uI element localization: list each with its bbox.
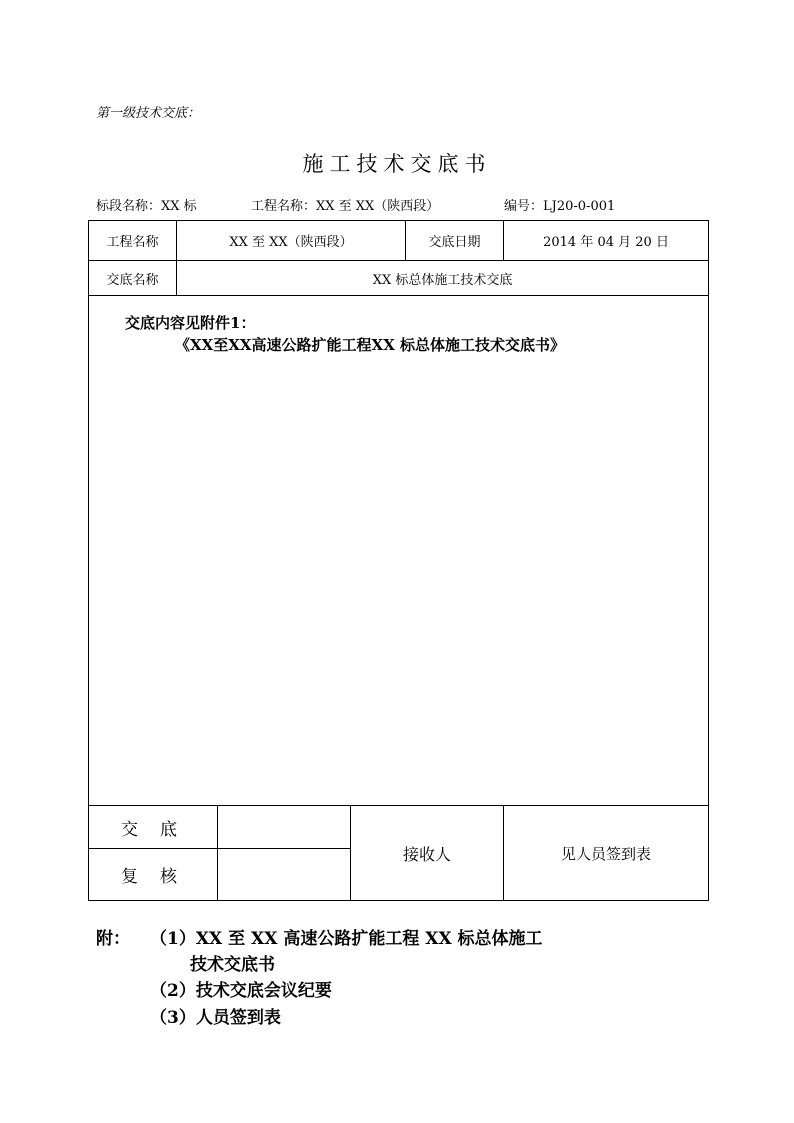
form-row-content [89,296,709,806]
project-name-label: 工程名称 [89,221,177,261]
sign-disclose-field[interactable] [218,806,351,849]
attachment-item-2: （2）技术交底会议纪要 [150,981,332,1001]
attachment-item-1: （1）XX 至 XX 高速公路扩能工程 XX 标总体施工 [150,929,543,949]
disclosure-form-table [88,220,709,901]
document-title: 施工技术交底书 [302,152,492,176]
receiver-label: 接收人 [351,806,504,901]
level-note: 第一级技术交底： [96,106,201,121]
date-label: 交底日期 [406,221,504,261]
attachment-item-3: （3）人员签到表 [150,1008,281,1028]
disclosure-name-value: XX 标总体施工技术交底 [177,261,709,296]
sign-review-label: 复核 [89,849,218,901]
content-line-1: 交底内容见附件1： [125,314,256,332]
content-area [89,296,709,806]
project-name-header: 工程名称：XX 至 XX（陕西段） [251,199,440,214]
content-line-2: 《XX至XX高速公路扩能工程XX 标总体施工技术交底书》 [175,336,566,354]
sign-review-field[interactable] [218,849,351,901]
form-row-sign-disclose [89,806,709,849]
document-number: 编号：LJ20-0-001 [504,199,616,214]
witness-label: 见人员签到表 [504,806,709,901]
form-row-disclosure-name [89,261,709,296]
project-name-value: XX 至 XX（陕西段） [177,221,406,261]
form-row-project [89,221,709,261]
sign-disclose-label: 交底 [89,806,218,849]
date-value: 2014 年 04 月 20 日 [504,221,709,261]
disclosure-name-label: 交底名称 [89,261,177,296]
attachment-item-1-continued: 技术交底书 [190,955,275,975]
section-name: 标段名称：XX 标 [96,199,197,214]
attachments-label: 附： [96,929,130,949]
